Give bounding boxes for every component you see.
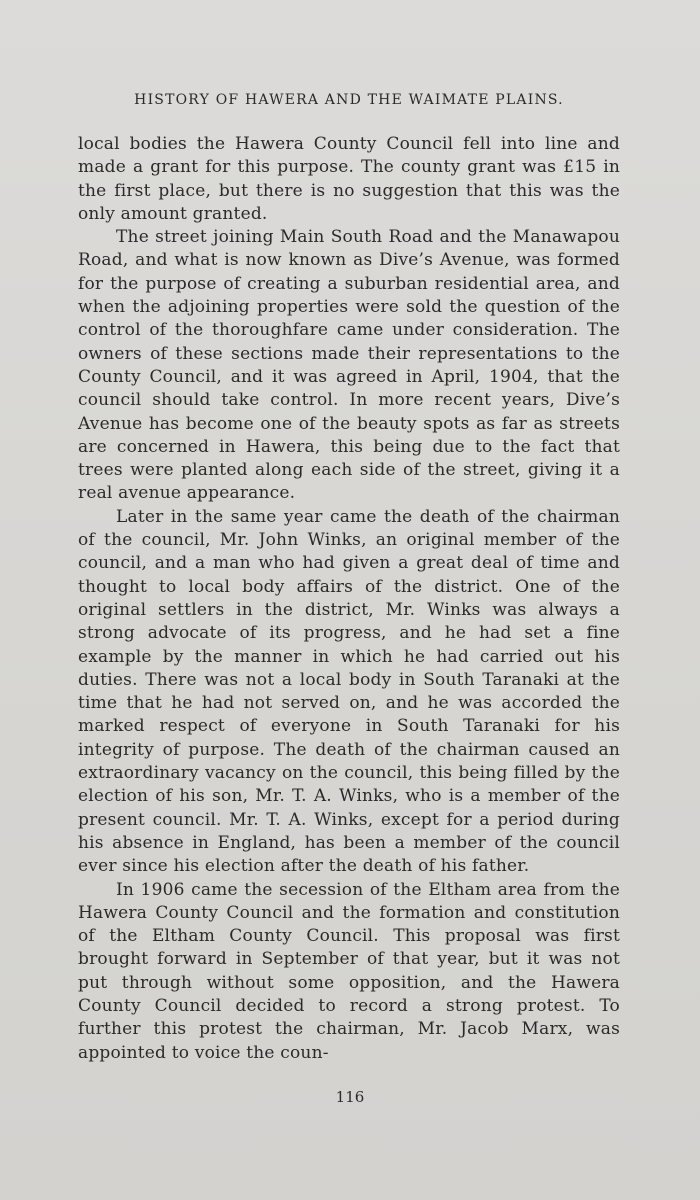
running-head: HISTORY OF HAWERA AND THE WAIMATE PLAINS. [134,92,564,108]
paragraph-john-winks: Later in the same year came the death of the chairman of the council, Mr. John Winks, an original member of the council, and a man who had given a great deal of time and thought to local body affairs of the district. One of the original settlers in the district, Mr. Winks was always a strong advocate of its progress, and he had set a fine example by the manner in which he had carried out his duties. There was not a local body in South Taranaki at the time that he had not served on, and he was accorded the marked respect of everyone in South Taranaki for his integrity of purpose. The death of the chairman caused an extraordinary vacancy on the council, this being filled by the election of his son, Mr. T. A. Winks, who is a member of the present council. Mr. T. A. Winks, except for a period during his absence in England, has been a member of the council ever since his election after the death of his father. [78,506,620,877]
page-number: 116 [335,1088,365,1106]
body-text [78,133,620,1065]
paragraph-eltham-secession: In 1906 came the secession of the Eltham area from the Hawera County Council and the formation and constitution of the Eltham County Council. This proposal was first brought forward in September of that year, but it was not put through without some opposition, and the Hawera County Council decided to record a strong protest. To further this protest the chairman, Mr. Jacob Marx, was appointed to voice the coun- [78,879,620,1063]
paragraph-dives-avenue: The street joining Main South Road and the Manawapou Road, and what is now known as Dive’s Avenue, was formed for the purpose of creating a suburban residential area, and when the adjoining properties were sold the question of the control of the thoroughfare came under consideration. The owners of these sections made their representations to the County Council, and it was agreed in April, 1904, that the council should take control. In more recent years, Dive’s Avenue has become one of the beauty spots as far as streets are concerned in Hawera, this being due to the fact that trees were planted along each side of the street, giving it a real avenue appearance. [78,227,620,504]
paragraph-continuation: local bodies the Hawera County Council fell into line and made a grant for this purpose. The county grant was £15 in the first place, but there is no suggestion that this was the only amount granted. [78,134,620,224]
